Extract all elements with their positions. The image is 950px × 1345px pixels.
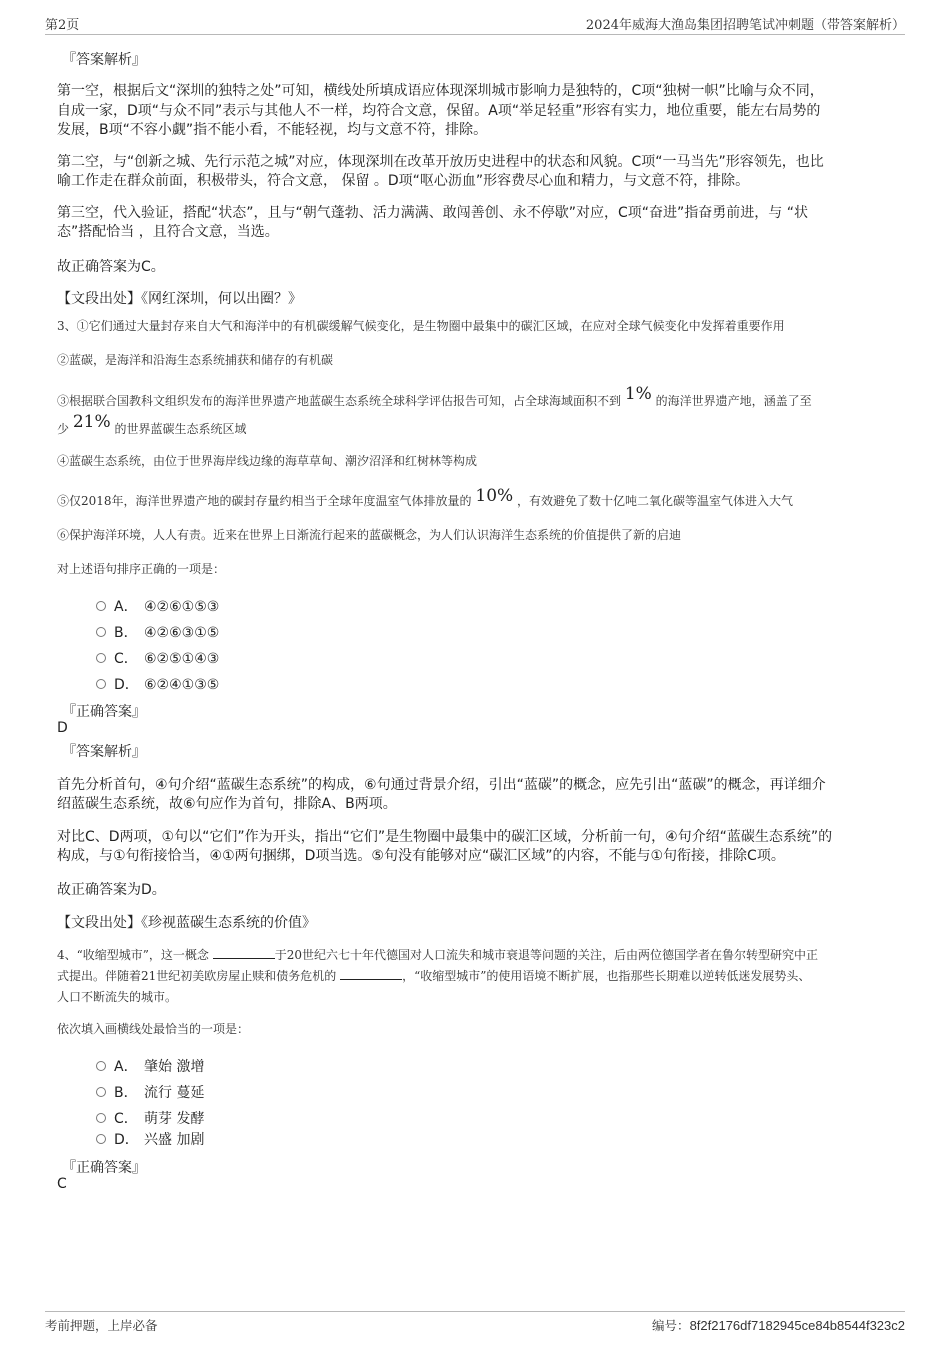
radio-icon[interactable] (96, 1113, 106, 1123)
q3-s5-percent: 10% (475, 486, 514, 506)
q3-prompt: 对上述语句排序正确的一项是： (57, 562, 226, 576)
footer-slogan: 考前押题，上岸必备 (45, 1318, 158, 1333)
q2-analysis-para1-line1: 第一空，根据后文“深圳的独特之处”可知，横线处所填成语应体现深圳城市影响力是独特的，C项“独树一帜”比喻与众不同， (57, 83, 824, 99)
page-header (45, 12, 905, 35)
q3-s3-text-b: 的海洋世界遗产地，涵盖了至 (655, 394, 812, 408)
option-text: ④②⑥③①⑤ (144, 625, 220, 641)
option-text: ④②⑥①⑤③ (144, 599, 220, 615)
q4-stem-line2 (57, 966, 810, 987)
option-text: 兴盛 加剧 (144, 1132, 205, 1148)
q4-text-d: ，“收缩型城市”的使用语境不断扩展，也指那些长期难以逆转低迷发展势头、 (402, 969, 811, 983)
q3-s3-text-a: ③根据联合国教科文组织发布的海洋世界遗产地蓝碳生态系统全球科学评估报告可知，占全球海域面积不到 (57, 394, 622, 408)
q2-analysis-para2-line1: 第二空，与“创新之城、先行示范之城”对应，体现深圳在改革开放历史进程中的状态和风貌。C项“一马当先”形容领先，也比 (57, 154, 824, 170)
serial-label: 编号： (652, 1318, 690, 1333)
option-text: ⑥②⑤①④③ (144, 651, 220, 667)
radio-icon[interactable] (96, 679, 106, 689)
option-letter: D． (114, 1132, 139, 1148)
document-title: 2024年威海大渔岛集团招聘笔试冲刺题（带答案解析） (585, 18, 905, 33)
q4-text-b: 于20世纪六七十年代德国对人口流失和城市衰退等问题的关注，后由两位德国学者在鲁尔转型研究中正 (274, 948, 819, 962)
radio-icon[interactable] (96, 1061, 106, 1071)
q3-sentence-2: ②蓝碳，是海洋和沿海生态系统捕获和储存的有机碳 (57, 353, 334, 367)
fill-blank-2 (340, 968, 402, 980)
q4-stem-line3: 人口不断流失的城市。 (57, 990, 178, 1004)
q2-source: 【文段出处】《网红深圳，何以出圈？》 (57, 291, 302, 307)
q3-s5-text-a: ⑤仅2018年，海洋世界遗产地的碳封存量约相当于全球年度温室气体排放量的 (57, 494, 472, 508)
radio-icon[interactable] (96, 601, 106, 611)
q4-option-b[interactable] (96, 1082, 204, 1102)
option-text: 流行 蔓延 (144, 1085, 205, 1101)
q2-analysis-para1-line3: 发展，B项“不容小觑”指不能小看，不能轻视，均与文意不符，排除。 (57, 122, 488, 138)
footer-serial (652, 1316, 905, 1334)
q4-answer: C (57, 1176, 67, 1192)
q4-option-c[interactable] (96, 1108, 204, 1128)
q2-analysis-para1-line2: 自成一家，D项“与众不同”表示与其他人不一样，均符合文意，保留。A项“举足轻重”形容有实力，地位重要，能左右局势的 (57, 103, 821, 119)
fill-blank-1 (213, 947, 275, 959)
option-letter: C． (114, 1111, 138, 1127)
q4-text-a: 4、“收缩型城市”，这一概念 (57, 948, 209, 962)
option-text: 肇始 激增 (144, 1059, 205, 1075)
q4-text-c: 式提出。伴随着21世纪初美欧房屋止赎和债务危机的 (57, 969, 337, 983)
option-letter: B． (114, 625, 138, 641)
q3-s3-percent-1: 1% (624, 384, 652, 404)
radio-icon[interactable] (96, 1087, 106, 1097)
q3-sentence-4: ④蓝碳生态系统，由位于世界海岸线边缘的海草草甸、潮汐沼泽和红树林等构成 (57, 454, 478, 468)
q3-source: 【文段出处】《珍视蓝碳生态系统的价值》 (57, 915, 316, 931)
option-letter: A． (114, 599, 138, 615)
q3-sentence-5 (57, 486, 794, 512)
q3-analysis-para1-line2: 绍蓝碳生态系统，故⑥句应作为首句，排除A、B两项。 (57, 796, 397, 812)
radio-icon[interactable] (96, 1134, 106, 1144)
q3-s3-percent-2: 21% (72, 412, 111, 432)
q2-conclusion: 故正确答案为C。 (57, 259, 165, 275)
q2-analysis-heading: 『答案解析』 (62, 52, 146, 68)
option-letter: D． (114, 677, 139, 693)
q3-analysis-heading: 『答案解析』 (62, 744, 146, 760)
option-letter: A． (114, 1059, 138, 1075)
option-letter: C． (114, 651, 138, 667)
q2-analysis-para3-line1: 第三空，代入验证，搭配“状态”，且与“朝气蓬勃、活力满满、敢闯善创、永不停歇”对应，C项“奋进”指奋勇前进，与 “状 (57, 205, 808, 221)
q3-analysis-para2-line2: 构成，与①句衔接恰当，④①两句捆绑，D项当选。⑤句没有能够对应“碳汇区域”的内容，不能与①句衔接，排除C项。 (57, 848, 785, 864)
q4-option-d[interactable] (96, 1129, 204, 1149)
q4-prompt: 依次填入画横线处最恰当的一项是： (57, 1022, 250, 1036)
q3-option-d[interactable] (96, 674, 219, 694)
q4-option-a[interactable] (96, 1056, 204, 1076)
q3-conclusion: 故正确答案为D。 (57, 882, 166, 898)
q3-option-a[interactable] (96, 596, 219, 616)
serial-number: 8f2f2176df7182945ce84b8544f323c2 (689, 1318, 905, 1333)
q3-s3-text-c: 少 (57, 422, 70, 436)
q4-answer-heading: 『正确答案』 (62, 1160, 146, 1176)
q3-answer-heading: 『正确答案』 (62, 704, 146, 720)
q3-s5-text-b: ，有效避免了数十亿吨二氧化碳等温室气体进入大气 (517, 494, 794, 508)
page-footer (45, 1311, 905, 1336)
q3-answer: D (57, 720, 68, 736)
page-number: 第2页 (45, 18, 80, 33)
q3-analysis-para1-line1: 首先分析首句，④句介绍“蓝碳生态系统”的构成，⑥句通过背景介绍，引出“蓝碳”的概念，应先引出“蓝碳”的概念，再详细介 (57, 777, 826, 793)
q2-analysis-para2-line2: 喻工作走在群众前面，积极带头，符合文意， 保留 。D项“呕心沥血”形容费尽心血和精力，与文意不符，排除。 (57, 173, 750, 189)
radio-icon[interactable] (96, 627, 106, 637)
option-text: 萌芽 发酵 (144, 1111, 205, 1127)
q3-analysis-para2-line1: 对比C、D两项，①句以“它们”作为开头，指出“它们”是生物圈中最集中的碳汇区域，分析前一句，④句介绍“蓝碳生态系统”的 (57, 829, 833, 845)
option-letter: B． (114, 1085, 138, 1101)
q4-stem-line1 (57, 945, 818, 966)
option-text: ⑥②④①③⑤ (144, 677, 220, 693)
q3-sentence-3-line1 (57, 384, 812, 412)
radio-icon[interactable] (96, 653, 106, 663)
q3-sentence-6: ⑥保护海洋环境，人人有责。近来在世界上日渐流行起来的蓝碳概念，为人们认识海洋生态系统的价值提供了新的启迪 (57, 528, 682, 542)
q3-sentence-1: 3、①它们通过大量封存来自大气和海洋中的有机碳缓解气候变化，是生物圈中最集中的碳汇区域，在应对全球气候变化中发挥着重要作用 (57, 319, 785, 333)
q3-s3-text-d: 的世界蓝碳生态系统区域 (114, 422, 247, 436)
q3-option-b[interactable] (96, 622, 219, 642)
q3-sentence-3-line2 (57, 412, 247, 440)
q3-option-c[interactable] (96, 648, 219, 668)
q2-analysis-para3-line2: 态”搭配恰当 ，且符合文意，当选。 (57, 224, 279, 240)
